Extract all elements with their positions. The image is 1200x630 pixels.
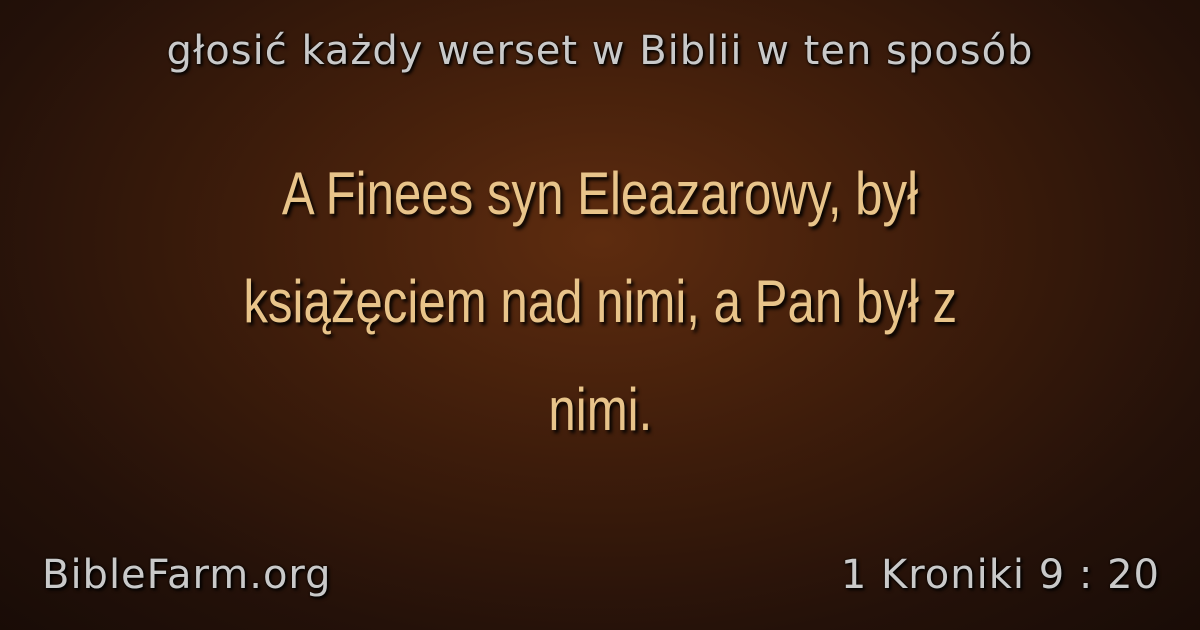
verse-line: książęciem nad nimi, a Pan był z [243, 268, 957, 335]
tagline: głosić każdy werset w Biblii w ten sposób [166, 28, 1034, 74]
verse-line: nimi. [548, 376, 652, 443]
verse-text [60, 140, 1140, 464]
verse-reference: 1 Kroniki 9 : 20 [840, 552, 1160, 598]
site-name: BibleFarm.org [42, 552, 332, 598]
verse-line: A Finees syn Eleazarowy, był [281, 160, 919, 227]
